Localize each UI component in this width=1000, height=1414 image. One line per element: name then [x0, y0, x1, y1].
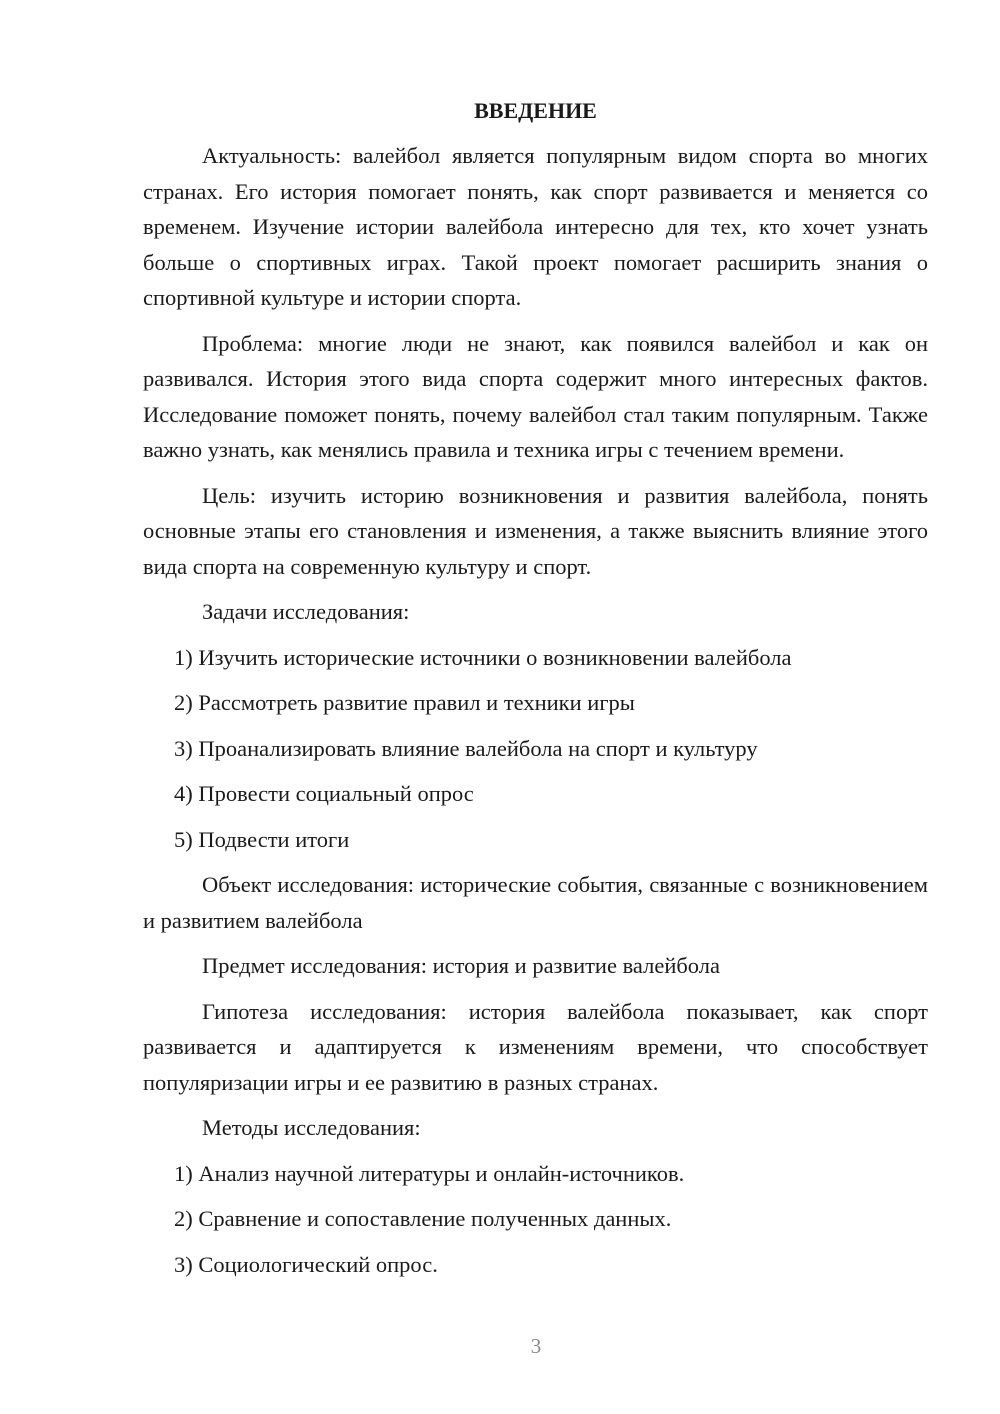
- problem-paragraph: Проблема: многие люди не знают, как появился валейбол и как он развивался. История этого вида спорта содержит много интересных фактов. Исследование поможет понять, почему валейбол стал таким популярным. Также важно узнать, как менялись правила и техника игры с течением времени.: [143, 330, 928, 462]
- tasks-heading: Задачи исследования:: [202, 599, 410, 624]
- list-item: 2) Рассмотреть развитие правил и техники игры: [174, 690, 635, 715]
- list-item: 1) Анализ научной литературы и онлайн-источников.: [174, 1160, 685, 1186]
- relevance-paragraph: Актуальность: валейбол является популярным видом спорта во многих странах. Его история помогает понять, как спорт развивается и меняется со временем. Изучение истории валейбола интересно для тех, кто хочет узнать больше о спортивных играх. Такой проект помогает расширить знания о спортивной культуре и истории спорта.: [143, 143, 928, 310]
- subject-paragraph: Предмет исследования: история и развитие валейбола: [202, 953, 720, 978]
- list-item: 1) Изучить исторические источники о возникновении валейбола: [174, 644, 792, 670]
- methods-heading: Методы исследования:: [202, 1115, 421, 1140]
- hypothesis-paragraph: Гипотеза исследования: история валейбола показывает, как спорт развивается и адаптируется к изменениям времени, что способствует популяризации игры и ее развитию в разных странах.: [143, 998, 928, 1095]
- methods-list: [143, 1156, 928, 1283]
- page-number: 3: [530, 1334, 542, 1358]
- list-item: 5) Подвести итоги: [174, 826, 350, 852]
- list-item: 4) Провести социальный опрос: [174, 781, 474, 806]
- section-title: ВВЕДЕНИЕ: [474, 98, 597, 123]
- page-body: [143, 96, 928, 1292]
- tasks-list: [143, 640, 928, 858]
- list-item: 2) Сравнение и сопоставление полученных данных.: [174, 1206, 672, 1231]
- list-item: 3) Социологический опрос.: [174, 1251, 438, 1277]
- goal-paragraph: Цель: изучить историю возникновения и развития валейбола, понять основные этапы его становления и изменения, а также выяснить влияние этого вида спорта на современную культуру и спорт.: [143, 482, 928, 579]
- list-item: 3) Проанализировать влияние валейбола на спорт и культуру: [174, 735, 758, 761]
- object-paragraph: Объект исследования: исторические события, связанные с возникновением и развитием валейбола: [143, 872, 928, 933]
